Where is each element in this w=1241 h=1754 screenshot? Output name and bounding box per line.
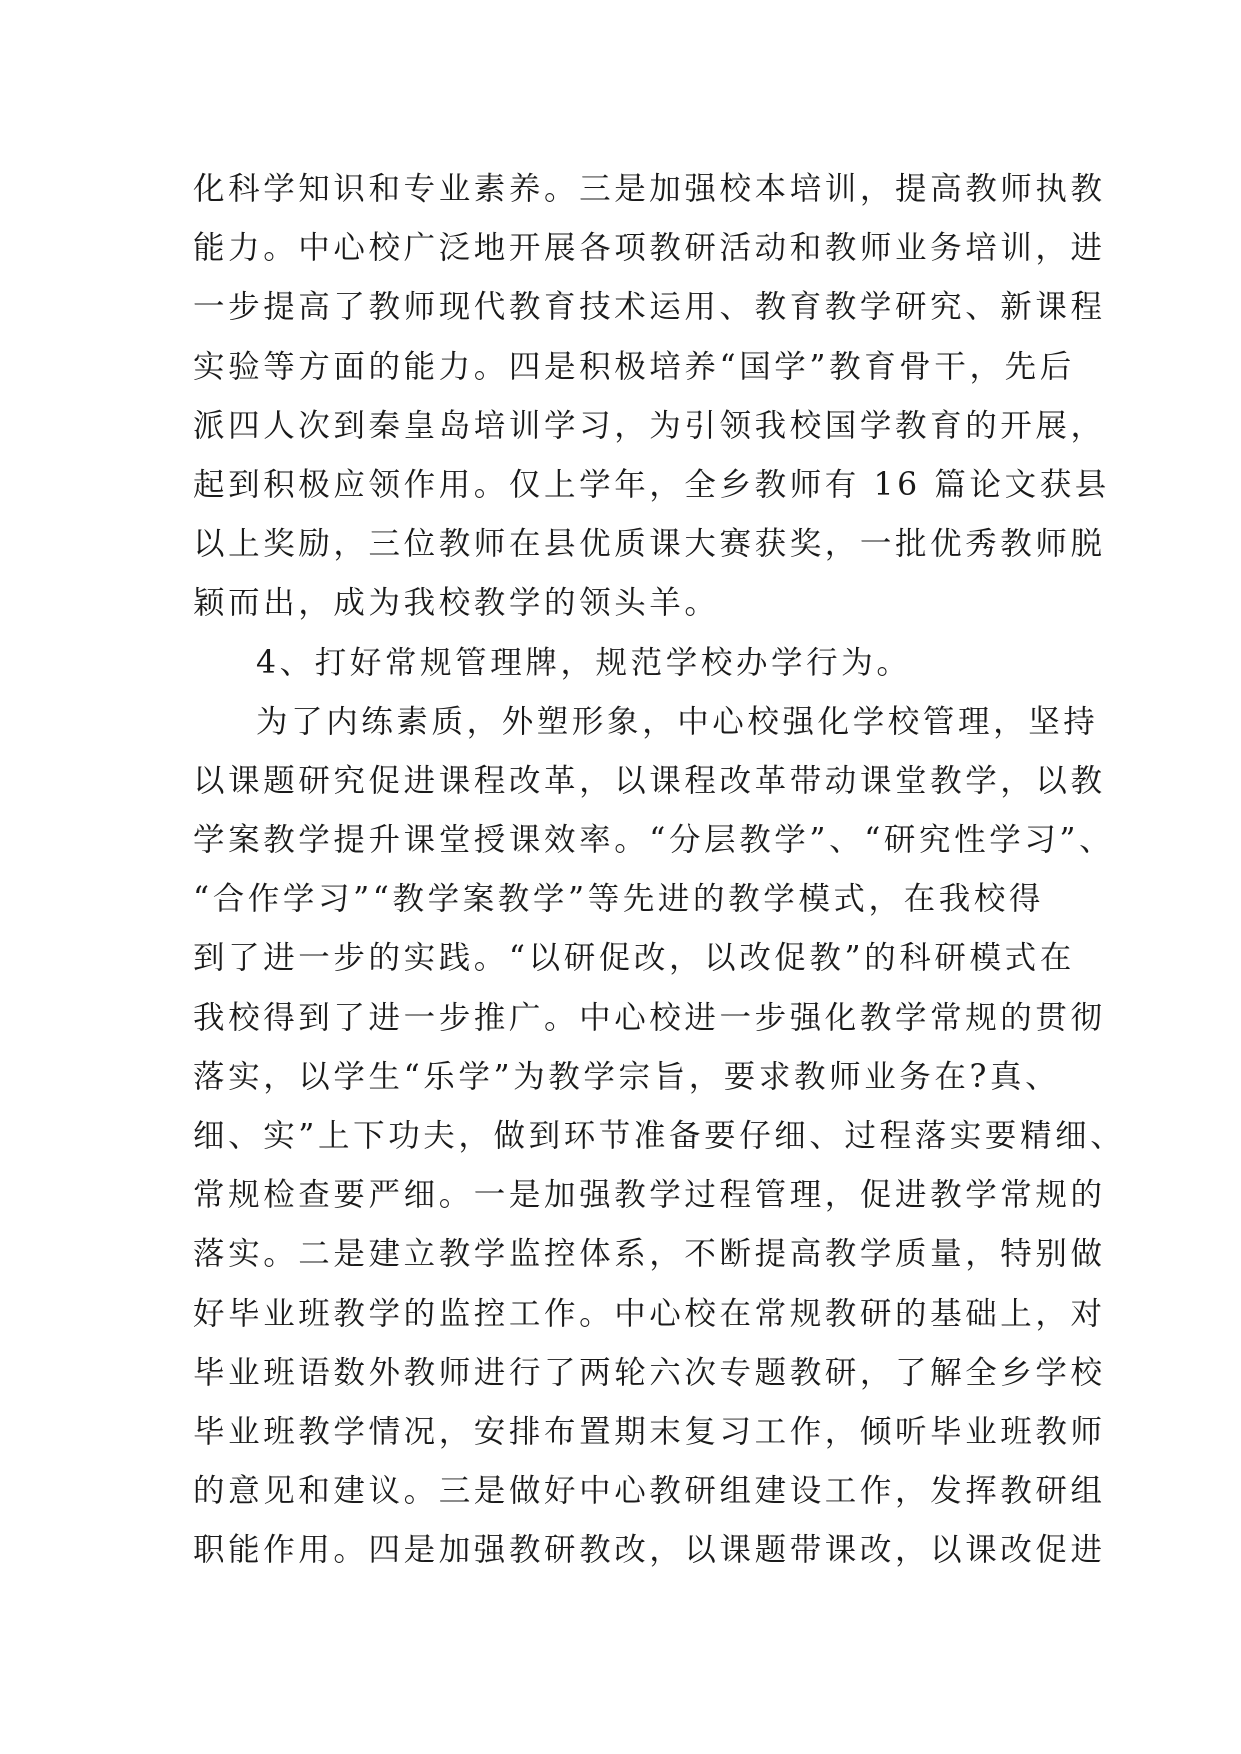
text-line: 颖而出，成为我校教学的领头羊。: [193, 585, 720, 622]
text-line: 毕业班教学情况，安排布置期末复习工作，倾听毕业班教师: [193, 1413, 1106, 1450]
text-line: 好毕业班教学的监控工作。中心校在常规教研的基础上，对: [193, 1295, 1106, 1332]
text-line: 以课题研究促进课程改革，以课程改革带动课堂教学，以教: [193, 762, 1106, 799]
text-line: “合作学习”“教学案教学”等先进的教学模式，在我校得: [193, 881, 1045, 918]
text-line: 派四人次到秦皇岛培训学习，为引领我校国学教育的开展，: [193, 407, 1106, 444]
text-line: 我校得到了进一步推广。中心校进一步强化教学常规的贯彻: [193, 999, 1106, 1036]
text-line: 以上奖励，三位教师在县优质课大赛获奖，一批优秀教师脱: [193, 526, 1106, 563]
text-line: 化科学知识和专业素养。三是加强校本培训，提高教师执教: [193, 171, 1106, 207]
text-line: 落实。二是建立教学监控体系，不断提高教学质量，特别做: [193, 1236, 1106, 1273]
text-line: 起到积极应领作用。仅上学年，全乡教师有 16 篇论文获县: [193, 466, 1110, 503]
text-line: 落实，以学生“乐学”为教学宗旨，要求教师业务在?真、: [193, 1058, 1061, 1095]
text-line: 细、实”上下功夫，做到环节准备要仔细、过程落实要精细、: [193, 1118, 1126, 1154]
text-line: 一步提高了教师现代教育技术运用、教育教学研究、新课程: [193, 289, 1106, 326]
text-line: 的意见和建议。三是做好中心教研组建设工作，发挥教研组: [193, 1473, 1106, 1510]
body-text: [193, 160, 1126, 1581]
text-line: 到了进一步的实践。“以研促改，以改促教”的科研模式在: [193, 940, 1075, 977]
text-line: 毕业班语数外教师进行了两轮六次专题教研，了解全乡学校: [193, 1354, 1106, 1391]
section-heading: 4、打好常规管理牌，规范学校办学行为。: [256, 644, 912, 681]
text-line: 实验等方面的能力。四是积极培养“国学”教育骨干，先后: [193, 348, 1075, 385]
text-line: 常规检查要严细。一是加强教学过程管理，促进教学常规的: [193, 1177, 1106, 1214]
text-line: 学案教学提升课堂授课效率。“分层教学”、“研究性学习”、: [193, 822, 1115, 859]
text-line: 职能作用。四是加强教研教改，以课题带课改，以课改促进: [193, 1532, 1106, 1569]
paragraph-start-line: 为了内练素质，外塑形象，中心校强化学校管理，坚持: [256, 703, 1099, 740]
text-line: 能力。中心校广泛地开展各项教研活动和教师业务培训，进: [193, 230, 1106, 267]
